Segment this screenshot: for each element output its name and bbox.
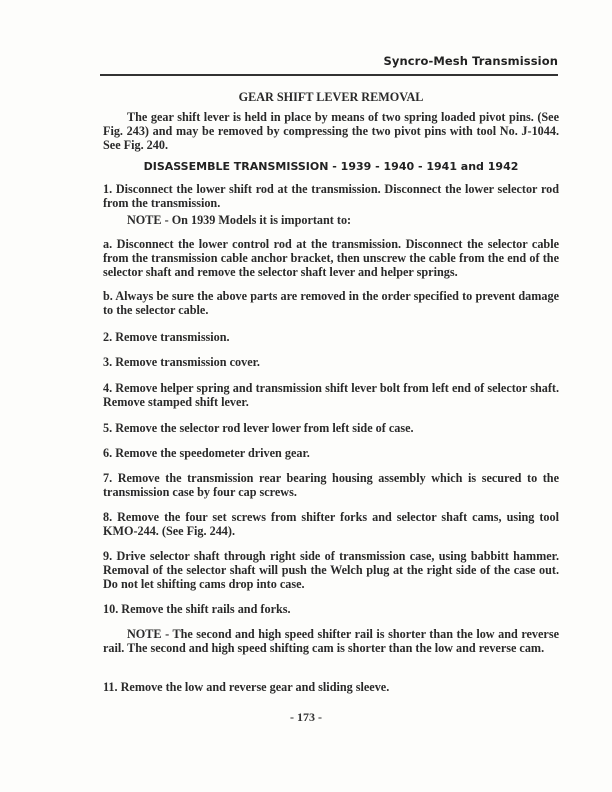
section-title-gear-shift: GEAR SHIFT LEVER REMOVAL	[238, 90, 424, 104]
paragraph-gear-shift: The gear shift lever is held in place by means of two spring loaded pivot pins. (See Fig. 243) and may be removed by compressing the two pivot pins with tool No. J-1044. See Fig. 240.	[103, 110, 559, 153]
section-title-disassemble: DISASSEMBLE TRANSMISSION - 1939 - 1940 - 1941 and 1942	[143, 160, 519, 173]
step-5: 5. Remove the selector rod lever lower from left side of case.	[103, 421, 414, 435]
step-6: 6. Remove the speedometer driven gear.	[103, 446, 310, 460]
note-1939: NOTE - On 1939 Models it is important to:	[127, 213, 352, 227]
page-number: - 173 -	[290, 710, 322, 724]
step-10: 10. Remove the shift rails and forks.	[103, 602, 291, 616]
note-shifter-rail: NOTE - The second and high speed shifter rail is shorter than the low and reverse rail. The second and high speed shifting cam is shorter than the low and reverse cam.	[103, 627, 559, 656]
step-11: 11. Remove the low and reverse gear and sliding sleeve.	[103, 680, 390, 694]
step-9: 9. Drive selector shaft through right side of transmission case, using babbitt hammer. Removal of the selector shaft will push the Welch plug at the right side of the case out. Do not let shifting cams drop into case.	[103, 549, 559, 592]
header-rule	[100, 74, 558, 76]
step-4: 4. Remove helper spring and transmission shift lever bolt from left end of selector shaft. Remove stamped shift lever.	[103, 381, 559, 410]
running-header: Syncro-Mesh Transmission	[383, 54, 558, 68]
step-8: 8. Remove the four set screws from shifter forks and selector shaft cams, using tool KMO-244. (See Fig. 244).	[103, 510, 559, 539]
step-a: a. Disconnect the lower control rod at the transmission. Disconnect the selector cable from the transmission cable anchor bracket, then unscrew the cable from the end of the selector shaft and remove the selector shaft lever and helper springs.	[103, 237, 559, 280]
step-3: 3. Remove transmission cover.	[103, 355, 260, 369]
step-b: b. Always be sure the above parts are removed in the order specified to prevent damage to the selector cable.	[103, 289, 559, 318]
step-1: 1. Disconnect the lower shift rod at the transmission. Disconnect the lower selector rod from the transmission.	[103, 182, 559, 211]
step-2: 2. Remove transmission.	[103, 330, 230, 344]
step-7: 7. Remove the transmission rear bearing housing assembly which is secured to the transmission case by four cap screws.	[103, 471, 559, 500]
